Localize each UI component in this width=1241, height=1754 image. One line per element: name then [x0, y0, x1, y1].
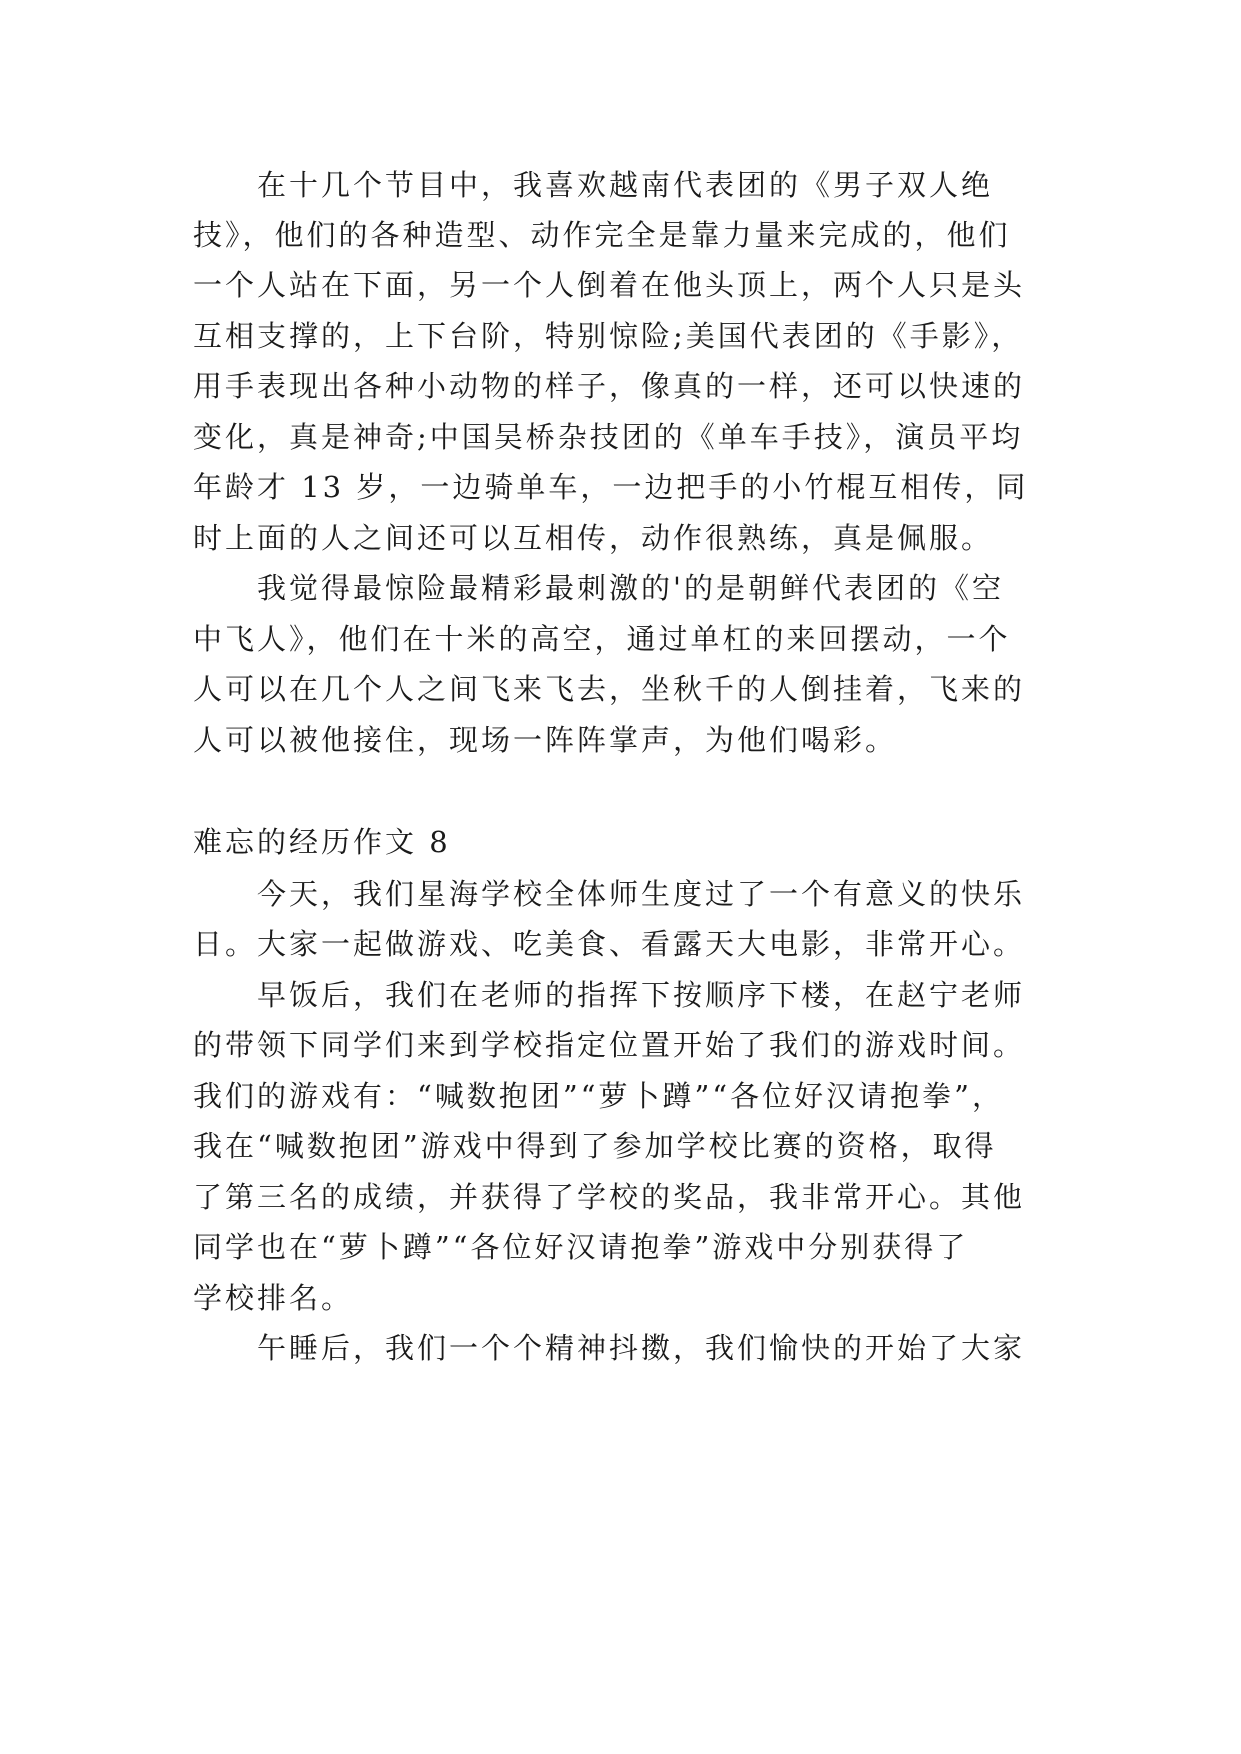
paragraph-line: 用手表现出各种小动物的样子，像真的一样，还可以快速的 [193, 369, 1026, 403]
paragraph-line: 我们的游戏有：“喊数抱团”“萝卜蹲”“各位好汉请抱拳”， [193, 1079, 1004, 1113]
paragraph-line: 今天，我们星海学校全体师生度过了一个有意义的快乐 [257, 877, 1026, 911]
section-heading: 难忘的经历作文 8 [193, 825, 451, 859]
paragraph-line: 互相支撑的，上下台阶，特别惊险;美国代表团的《手影》， [193, 319, 1024, 353]
paragraph-line: 中飞人》，他们在十米的高空，通过单杠的来回摆动，一个 [193, 622, 1011, 656]
paragraph-line: 早饭后，我们在老师的指挥下按顺序下楼，在赵宁老师 [257, 978, 1026, 1012]
paragraph-line: 午睡后，我们一个个精神抖擞，我们愉快的开始了大家 [257, 1331, 1026, 1365]
paragraph-line: 人可以在几个人之间飞来飞去，坐秋千的人倒挂着，飞来的 [193, 672, 1026, 706]
paragraph-line: 我觉得最惊险最精彩最刺激的'的是朝鲜代表团的《空 [257, 571, 1004, 605]
paragraph-line: 学校排名。 [193, 1281, 354, 1315]
paragraph-line: 的带领下同学们来到学校指定位置开始了我们的游戏时间。 [193, 1028, 1026, 1062]
paragraph-line: 年龄才 13 岁，一边骑单车，一边把手的小竹棍互相传，同 [193, 470, 1029, 504]
paragraph-line: 日。大家一起做游戏、吃美食、看露天大电影，非常开心。 [193, 927, 1026, 961]
paragraph-line: 在十几个节目中，我喜欢越南代表团的《男子双人绝 [257, 168, 994, 202]
paragraph-line: 变化，真是神奇;中国吴桥杂技团的《单车手技》，演员平均 [193, 420, 1024, 454]
paragraph-line: 了第三名的成绩，并获得了学校的奖品，我非常开心。其他 [193, 1180, 1026, 1214]
paragraph-line: 时上面的人之间还可以互相传，动作很熟练，真是佩服。 [193, 521, 994, 555]
paragraph-line: 一个人站在下面，另一个人倒着在他头顶上，两个人只是头 [193, 268, 1026, 302]
paragraph-line: 技》，他们的各种造型、动作完全是靠力量来完成的，他们 [193, 218, 1011, 252]
paragraph-line: 同学也在“萝卜蹲”“各位好汉请抱拳”游戏中分别获得了 [193, 1230, 969, 1264]
paragraph-line: 我在“喊数抱团”游戏中得到了参加学校比赛的资格，取得 [193, 1129, 997, 1163]
paragraph-line: 人可以被他接住，现场一阵阵掌声，为他们喝彩。 [193, 723, 898, 757]
